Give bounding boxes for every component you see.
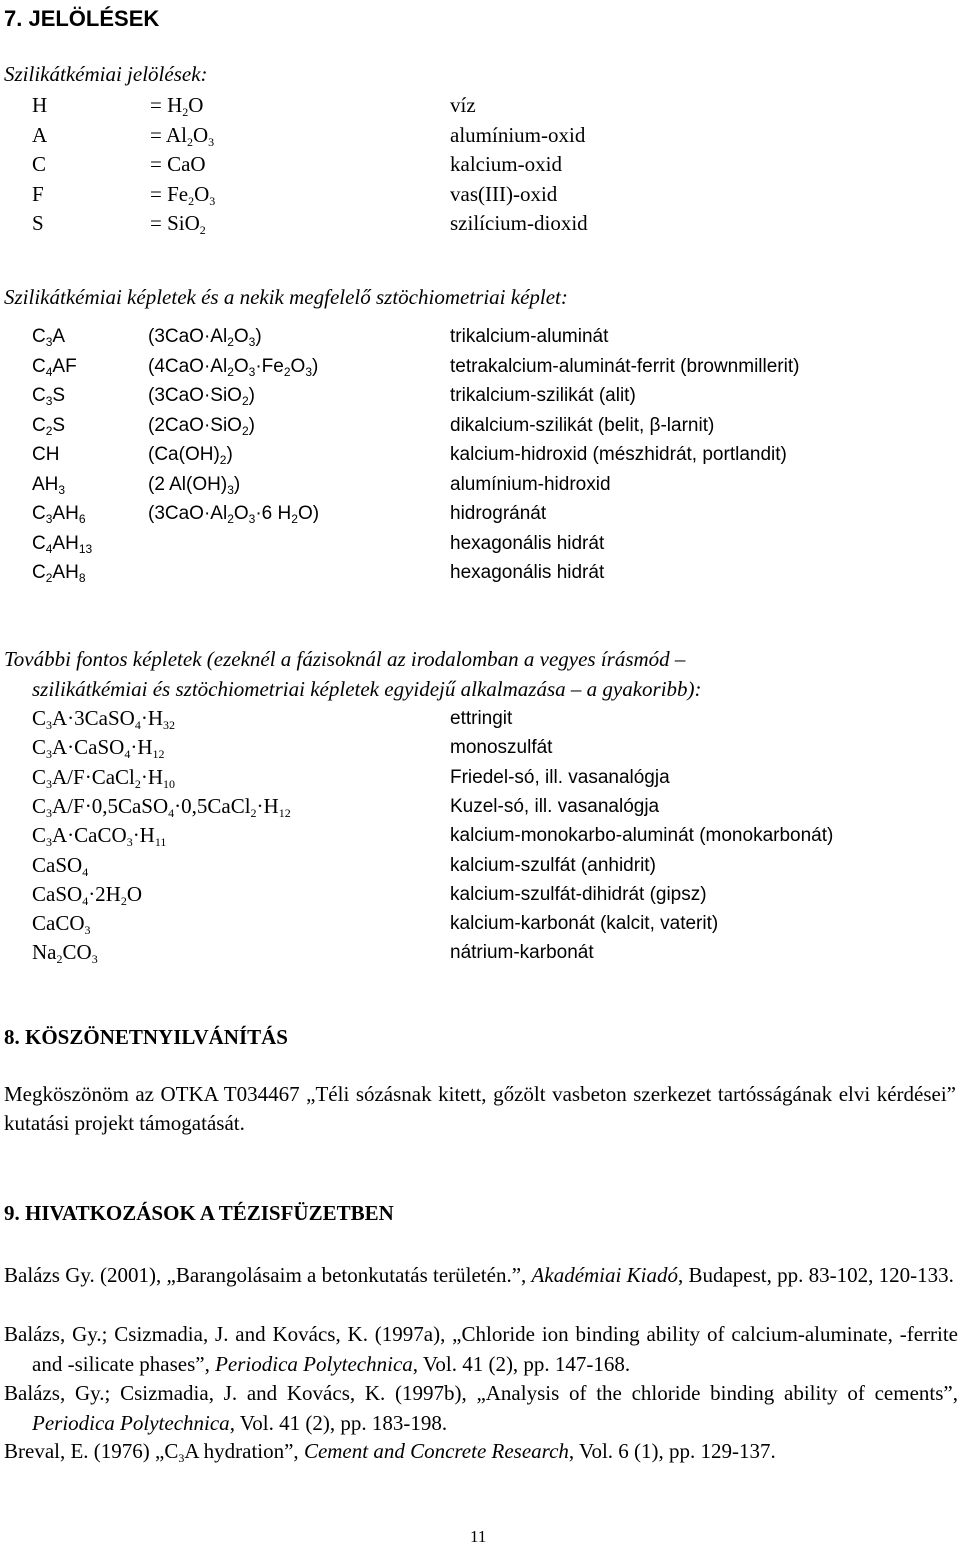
formula-name: kalcium-hidroxid (mészhidrát, portlandit) xyxy=(450,444,787,465)
formula-symbol: $C_2AH_8$ xyxy=(32,562,86,585)
formula-stoich: $(Ca(OH)_2)$ xyxy=(148,444,233,467)
formula-symbol: $C_3S$ xyxy=(32,385,66,408)
notation-symbol: A xyxy=(32,122,48,147)
more-name: monoszulfát xyxy=(450,737,553,759)
formula-name: hexagonális hidrát xyxy=(450,562,605,583)
notation-formula: = Fe2O3 xyxy=(150,181,216,208)
section-title-8: 8. KÖSZÖNETNYILVÁNÍTÁS xyxy=(4,1025,288,1049)
more-formula: C3A·CaCO3·H11 xyxy=(32,823,167,850)
more-name: kalcium-karbonát (kalcit, vaterit) xyxy=(450,913,719,935)
notation-formula: = H2O xyxy=(150,93,204,119)
more-formula: C3A/F·CaCl2·H10 xyxy=(32,764,176,791)
section-title-7: 7. JELÖLÉSEK xyxy=(4,6,160,31)
reference-item: Balázs, Gy.; Csizmadia, J. and Kovács, K. (1997b), „Analysis of the chloride binding ability of cements”, Periodica Polytechnica, Vol. 41 (2), pp. 183-198. xyxy=(4,1381,958,1435)
more-formula: C3A·CaSO4·H12 xyxy=(32,735,165,762)
formula-stoich: (2CaO·SiO$_2$) xyxy=(148,414,255,438)
formula-symbol: $C_3AH_6$ xyxy=(32,503,86,526)
formula-stoich: (2 $Al(OH)_3$) xyxy=(148,473,241,497)
reference-item: Breval, E. (1976) „C3A hydration”, Cement and Concrete Research, Vol. 6 (1), pp. 129-137. xyxy=(4,1439,776,1465)
formula-name: trikalcium-aluminát xyxy=(450,326,609,347)
formula-stoich: (3CaO·SiO$_2$) xyxy=(148,385,255,408)
formula-heading: Szilikátkémiai képletek és a nekik megfelelő sztöchiometriai képlet: xyxy=(4,285,568,309)
formula-symbol: $C_4AF$ xyxy=(32,355,77,379)
formula-name: dikalcium-szilikát (belit, β-larnit) xyxy=(450,414,715,436)
section-title-9: 9. HIVATKOZÁSOK A TÉZISFÜZETBEN xyxy=(4,1201,394,1225)
formula-name: trikalcium-szilikát (alit) xyxy=(450,385,636,406)
formula-stoich: $(4CaO\cdot Al_2O_3\cdot Fe_2O_3)$ xyxy=(148,355,319,379)
notation-symbol: C xyxy=(32,152,47,176)
more-formula: CaSO4 xyxy=(32,852,89,879)
formula-symbol: $AH_3$ xyxy=(32,473,66,497)
formula-name: tetrakalcium-aluminát-ferrit (brownmillerit) xyxy=(450,355,800,377)
notation-formula: = SiO2 xyxy=(150,211,206,237)
formula-name: hidrogránát xyxy=(450,503,547,524)
formula-symbol: $C_4AH_{13}$ xyxy=(32,532,93,556)
formula-stoich: ($3CaO\cdot Al_2O_3\cdot 6$ $H_2O$) xyxy=(148,503,320,526)
formula-symbol: CH xyxy=(32,444,60,465)
notation-name: szilícium-dioxid xyxy=(450,211,588,235)
notation-name: kalcium-oxid xyxy=(450,152,562,176)
more-formula: CaCO3 xyxy=(32,911,91,938)
more-heading-line2: szilikátkémiai és sztöchiometriai képletek egyidejű alkalmazása – a gyakoribb): xyxy=(32,677,702,701)
notation-symbol: H xyxy=(32,93,48,117)
notation-symbol: S xyxy=(32,211,44,235)
more-name: kalcium-szulfát-dihidrát (gipsz) xyxy=(450,883,707,905)
acknowledgement-paragraph: Megköszönöm az OTKA T034467 „Téli sózásnak kitett, gőzölt vasbeton szerkezet tartósságának elvi kérdései” kutatási projekt támogatását. xyxy=(4,1082,956,1135)
more-name: Friedel-só, ill. vasanalógja xyxy=(450,766,670,788)
notation-symbol: F xyxy=(32,181,44,206)
notation-heading: Szilikátkémiai jelölések: xyxy=(4,62,208,86)
more-formula: C3A/F·0,5CaSO4·0,5CaCl2·H12 xyxy=(32,793,291,820)
notation-formula: = CaO xyxy=(150,152,206,176)
formula-stoich: $(3CaO\cdot Al_2O_3)$ xyxy=(148,326,262,349)
notation-name: vas(III)-oxid xyxy=(450,181,558,206)
formula-name: hexagonális hidrát xyxy=(450,532,605,554)
notation-name: alumínium-oxid xyxy=(450,122,586,147)
more-name: kalcium-szulfát (anhidrit) xyxy=(450,854,656,876)
reference-item: Balázs Gy. (2001), „Barangolásaim a betonkutatás területén.”, Akadémiai Kiadó, Budapest, pp. 83-102, 120-133. xyxy=(4,1263,954,1287)
more-heading-line1: További fontos képletek (ezeknél a fázisoknál az irodalomban a vegyes írásmód – xyxy=(4,647,686,671)
formula-symbol: $C_3A$ xyxy=(32,326,66,349)
notation-formula: = Al2O3 xyxy=(150,122,215,149)
notation-name: víz xyxy=(450,93,476,117)
more-formula: C3A·3CaSO4·H32 xyxy=(32,706,176,732)
reference-item: Balázs, Gy.; Csizmadia, J. and Kovács, K. (1997a), „Chloride ion binding ability of calcium-aluminate, -ferrite and -silicate phases”, Periodica Polytechnica, Vol. 41 (2), pp. 147-168. xyxy=(4,1322,958,1376)
more-name: Kuzel-só, ill. vasanalógja xyxy=(450,795,660,817)
more-name: nátrium-karbonát xyxy=(450,942,594,964)
more-formula: Na2CO3 xyxy=(32,940,98,967)
more-name: kalcium-monokarbo-aluminát (monokarbonát) xyxy=(450,825,834,847)
formula-symbol: $C_2S$ xyxy=(32,414,66,438)
page-number: 11 xyxy=(470,1527,487,1546)
more-formula: CaSO4·2H2O xyxy=(32,881,143,908)
formula-name: alumínium-hidroxid xyxy=(450,473,611,495)
more-name: ettringit xyxy=(450,708,513,729)
